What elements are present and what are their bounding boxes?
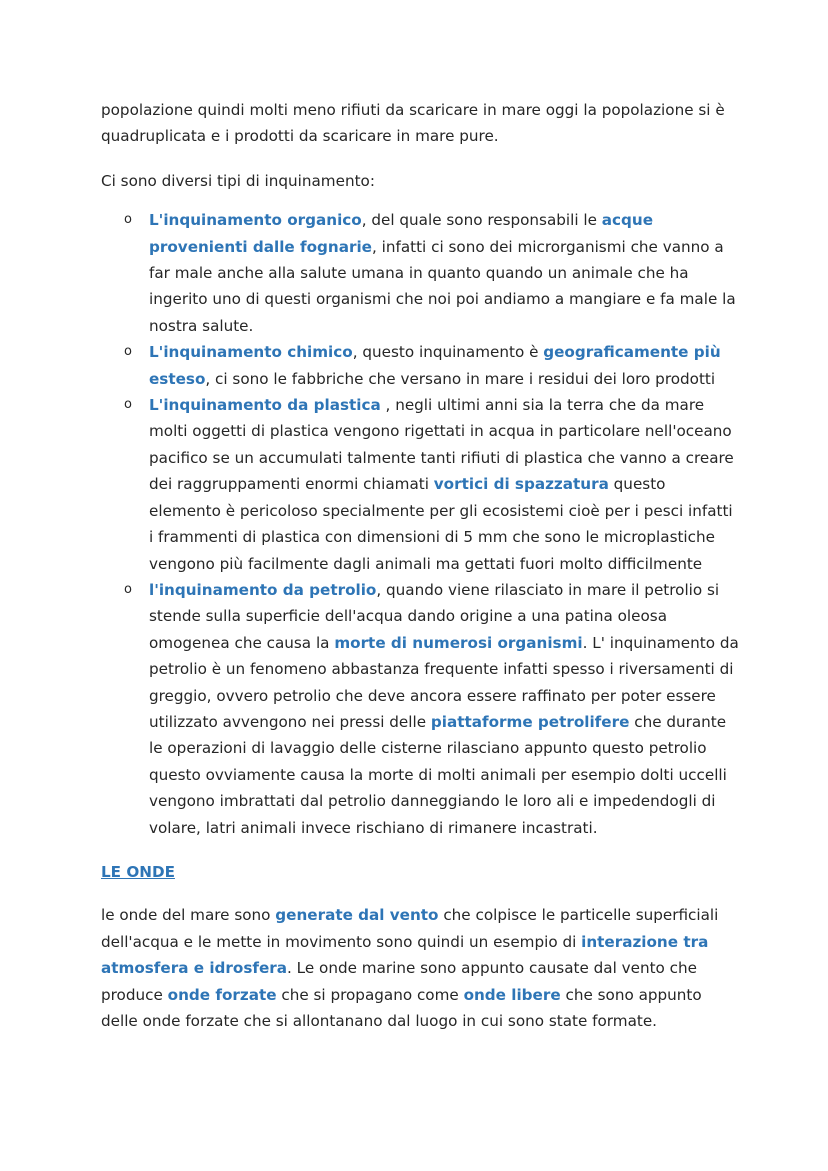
item-text: che durante le operazioni di lavaggio delle cisterne rilasciano appunto questo petrolio questo ovviamente causa la morte di molti animali per esempio dolti uccelli vengono imbrattati dal petrolio danneggiando le loro ali e impedendogli di volare, latri animali invece rischiano di rimanere incastrati. (149, 712, 727, 837)
item-text: , questo inquinamento è (352, 343, 544, 362)
bullet-marker: o (124, 212, 132, 228)
list-item (101, 392, 741, 577)
highlight-term: geograficamente più esteso (149, 343, 721, 388)
paragraph-text: le onde del mare sono (101, 906, 276, 925)
paragraph-text: che sono appunto delle onde forzate che si allontanano dal luogo in cui sono state formate. (101, 985, 702, 1030)
item-text: , del quale sono responsabili le (361, 211, 602, 230)
paragraph-text: che si propagano come (276, 985, 464, 1004)
highlight-term: acque provenienti dalle fognarie (149, 211, 654, 256)
item-text: questo elemento è pericoloso specialmente per gli ecosistemi cioè per i pesci infatti i frammenti di plastica con dimensioni di 5 mm che sono le microplastiche vengono più facilmente dagli animali ma gettati fuori molto difficilmente (149, 475, 733, 573)
list-item (101, 339, 741, 392)
paragraph-text: . Le onde marine sono appunto causate dal vento che produce (101, 959, 697, 1004)
item-text: . L' inquinamento da petrolio è un fenomeno abbastanza frequente infatti spesso i riversamenti di greggio, ovvero petrolio che deve ancora essere raffinato per poter essere utilizzato avvengono nei pressi delle (149, 633, 739, 731)
item-text: , ci sono le fabbriche che versano in mare i residui dei loro prodotti (205, 369, 716, 388)
paragraph-text: che colpisce le particelle superficiali dell'acqua e le mette in movimento sono quindi un esempio di (101, 906, 719, 951)
item-text: , quando viene rilasciato in mare il petrolio si stende sulla superficie dell'acqua dando origine a una patina oleosa omogenea che causa la (149, 580, 720, 652)
highlight-term: L'inquinamento da plastica (149, 396, 381, 415)
highlight-term: morte di numerosi organismi (334, 633, 583, 652)
highlight-term: piattaforme petrolifere (430, 712, 630, 731)
highlight-term: onde forzate (167, 985, 277, 1004)
intro-paragraph: popolazione quindi molti meno rifiuti da scaricare in mare oggi la popolazione si è quadruplicata e i prodotti da scaricare in mare pure. (101, 101, 725, 146)
list-item (101, 577, 741, 841)
document-page (101, 97, 741, 1034)
highlight-term: onde libere (463, 985, 561, 1004)
highlight-term: vortici di spazzatura (433, 475, 609, 494)
item-text: , negli ultimi anni sia la terra che da mare molti oggetti di plastica vengono rigettati in acqua in particolare nell'oceano pacifico se un accumulati talmente tanti rifiuti di plastica che vanno a creare dei raggruppamenti enormi chiamati (149, 396, 734, 494)
bullet-marker: o (124, 581, 132, 597)
bullet-marker: o (124, 344, 132, 360)
highlight-term: interazione tra atmosfera e idrosfera (101, 932, 709, 978)
list-item (101, 207, 741, 339)
highlight-term: L'inquinamento chimico (149, 343, 353, 362)
section-heading: LE ONDE (101, 862, 175, 881)
item-text: , infatti ci sono dei microrganismi che vanno a far male anche alla salute umana in quanto quando un animale che ha ingerito uno di questi organismi che noi poi andiamo a mangiare e fa male la nostra salute. (149, 237, 736, 335)
highlight-term: generate dal vento (275, 906, 439, 925)
pollution-types-intro: Ci sono diversi tipi di inquinamento: (101, 171, 375, 190)
waves-paragraph (101, 902, 741, 1034)
bullet-marker: o (124, 397, 132, 413)
highlight-term: L'inquinamento organico (149, 211, 362, 230)
highlight-term: l'inquinamento da petrolio (149, 580, 377, 599)
pollution-types-list (101, 207, 741, 841)
